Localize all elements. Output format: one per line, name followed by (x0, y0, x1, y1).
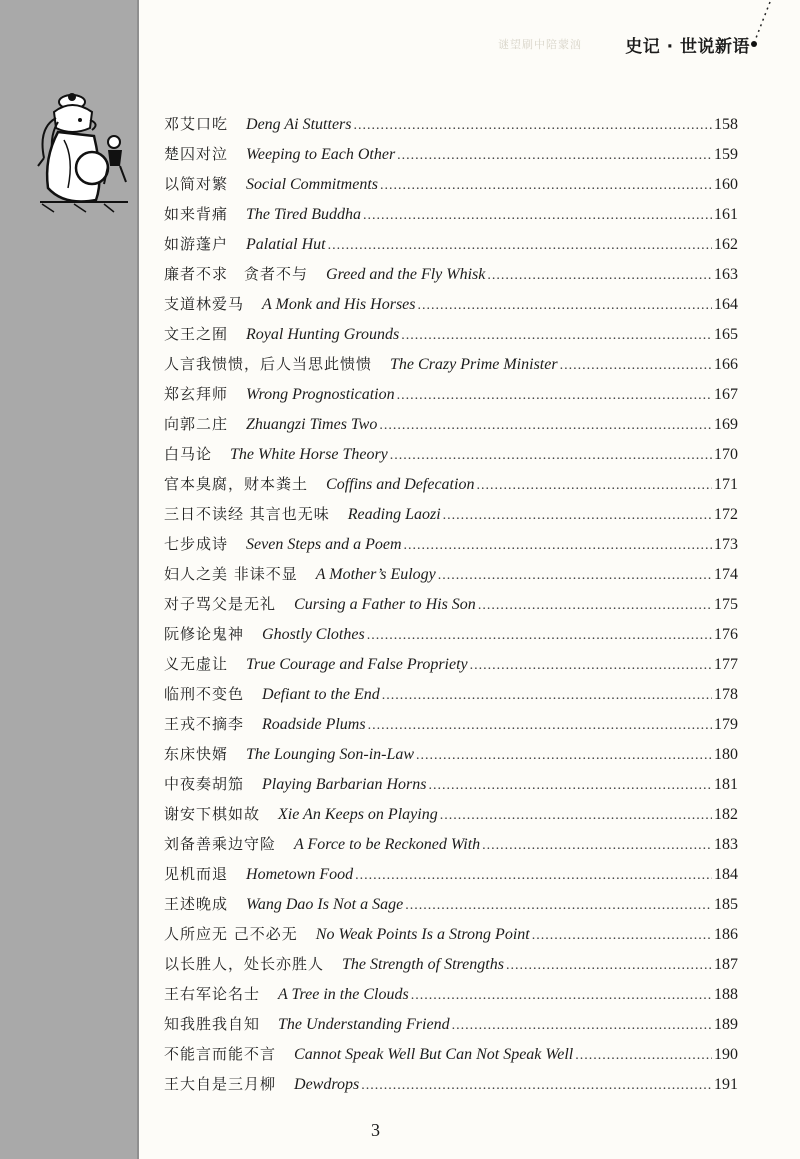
toc-entry-page-number: 187 (714, 956, 738, 973)
toc-dot-leader (532, 928, 712, 944)
toc-entry-english-title: Coffins and Defecation (326, 476, 475, 493)
toc-entry-chinese-title: 七步成诗 (164, 535, 229, 553)
toc-entry-english-title: Ghostly Clothes (262, 626, 365, 643)
toc-entry-chinese-title: 文王之囿 (164, 325, 229, 343)
toc-entry-page-number: 180 (714, 746, 738, 763)
toc-entry (164, 593, 738, 623)
toc-entry (164, 983, 738, 1013)
toc-entry-page-number: 173 (714, 536, 738, 553)
toc-entry-english-title: Dewdrops (294, 1076, 360, 1093)
toc-entry-english-title: Seven Steps and a Poem (246, 536, 402, 553)
toc-entry-chinese-title: 义无虚让 (164, 655, 229, 673)
toc-entry-chinese-title: 对子骂父是无礼 (164, 595, 277, 613)
toc-entry-page-number: 191 (714, 1076, 738, 1093)
toc-entry-page-number: 190 (714, 1046, 738, 1063)
toc-entry-chinese-title: 不能言而能不言 (164, 1045, 277, 1063)
toc-entry-chinese-title: 如来背痛 (164, 205, 229, 223)
toc-dot-leader (368, 718, 712, 734)
toc-entry (164, 143, 738, 173)
toc-entry-english-title: Weeping to Each Other (246, 146, 396, 163)
toc-entry-english-title: No Weak Points Is a Strong Point (315, 926, 530, 943)
toc-entry-english-title: A Mother’s Eulogy (315, 566, 436, 583)
toc-entry-page-number: 188 (714, 986, 738, 1003)
toc-entry-page-number: 182 (714, 806, 738, 823)
toc-entry (164, 533, 738, 563)
toc-entry-chinese-title: 东床快婿 (164, 745, 229, 763)
decorative-dotted-line (734, 0, 774, 60)
running-header-title: 史记 · 世说新语 (625, 37, 750, 57)
toc-entry-page-number: 162 (714, 236, 738, 253)
toc-dot-leader (328, 238, 712, 254)
bleed-through-text: 谜望刷中陪蒙汹 (498, 38, 582, 51)
toc-dot-leader (506, 958, 712, 974)
toc-entry (164, 1043, 738, 1073)
toc-dot-leader (355, 868, 712, 884)
toc-entry-page-number: 174 (714, 566, 738, 583)
toc-entry-page-number: 176 (714, 626, 738, 643)
toc-entry (164, 953, 738, 983)
toc-dot-leader (367, 628, 712, 644)
toc-entry (164, 803, 738, 833)
toc-entry (164, 863, 738, 893)
toc-entry-page-number: 175 (714, 596, 738, 613)
toc-entry (164, 293, 738, 323)
toc-entry-english-title: The Tired Buddha (246, 206, 361, 223)
toc-dot-leader (418, 298, 713, 314)
toc-entry-page-number: 159 (714, 146, 738, 163)
toc-entry-page-number: 161 (714, 206, 738, 223)
toc-entry-page-number: 177 (714, 656, 738, 673)
toc-entry (164, 443, 738, 473)
toc-entry-page-number: 163 (714, 266, 738, 283)
toc-entry-english-title: The Lounging Son-in-Law (246, 746, 415, 763)
toc-dot-leader (428, 778, 712, 794)
toc-entry (164, 743, 738, 773)
toc-entry-english-title: The Crazy Prime Minister (390, 356, 558, 373)
toc-dot-leader (354, 118, 713, 134)
toc-entry-english-title: Cursing a Father to His Son (294, 596, 476, 613)
toc-entry-english-title: Deng Ai Stutters (246, 116, 352, 133)
toc-dot-leader (438, 568, 712, 584)
toc-entry-chinese-title: 官本臭腐，财本粪土 (164, 475, 309, 493)
toc-dot-leader (405, 898, 712, 914)
toc-entry-chinese-title: 向郭二庄 (164, 415, 229, 433)
toc-dot-leader (416, 748, 712, 764)
toc-dot-leader (363, 208, 712, 224)
toc-entry-chinese-title: 郑玄拜师 (164, 385, 229, 403)
toc-entry (164, 1013, 738, 1043)
toc-entry-english-title: A Monk and His Horses (262, 296, 416, 313)
toc-entry-english-title: Reading Laozi (347, 506, 441, 523)
toc-entry-chinese-title: 临刑不变色 (164, 685, 245, 703)
toc-entry-page-number: 183 (714, 836, 738, 853)
toc-entry-page-number: 186 (714, 926, 738, 943)
toc-entry-english-title: The Understanding Friend (278, 1016, 450, 1033)
toc-dot-leader (401, 328, 712, 344)
scholar-cartoon-illustration (34, 88, 144, 216)
toc-entry-page-number: 184 (714, 866, 738, 883)
toc-dot-leader (443, 508, 712, 524)
toc-entry (164, 233, 738, 263)
toc-dot-leader (361, 1078, 712, 1094)
toc-entry-chinese-title: 中夜奏胡笳 (164, 775, 245, 793)
toc-entry-page-number: 158 (714, 116, 738, 133)
toc-entry-chinese-title: 见机而退 (164, 865, 229, 883)
toc-entry (164, 503, 738, 533)
toc-entry (164, 203, 738, 233)
toc-dot-leader (379, 418, 712, 434)
toc-entry-english-title: Royal Hunting Grounds (246, 326, 400, 343)
toc-entry-chinese-title: 王右军论名士 (164, 985, 261, 1003)
toc-entry-page-number: 178 (714, 686, 738, 703)
toc-entry-chinese-title: 人言我愦愦，后人当思此愦愦 (164, 355, 373, 373)
toc-entry-chinese-title: 谢安下棋如故 (164, 805, 261, 823)
toc-entry-chinese-title: 王述晚成 (164, 895, 229, 913)
toc-entry (164, 413, 738, 443)
toc-dot-leader (397, 148, 712, 164)
toc-dot-leader (560, 358, 712, 374)
toc-dot-leader (390, 448, 712, 464)
table-of-contents (164, 113, 738, 1103)
toc-entry (164, 353, 738, 383)
toc-entry (164, 713, 738, 743)
page-number: 3 (371, 1120, 380, 1140)
toc-entry-chinese-title: 如游蓬户 (164, 235, 229, 253)
toc-entry-english-title: Greed and the Fly Whisk (326, 266, 486, 283)
toc-entry-english-title: Playing Barbarian Horns (262, 776, 427, 793)
toc-dot-leader (476, 478, 712, 494)
toc-entry-english-title: A Force to be Reckoned With (294, 836, 481, 853)
toc-entry-page-number: 164 (714, 296, 738, 313)
toc-entry-english-title: Wrong Prognostication (246, 386, 395, 403)
toc-dot-leader (397, 388, 712, 404)
toc-entry-chinese-title: 以简对繁 (164, 175, 229, 193)
toc-entry-chinese-title: 邓艾口吃 (164, 115, 229, 133)
toc-entry-english-title: True Courage and False Propriety (246, 656, 468, 673)
toc-entry-page-number: 169 (714, 416, 738, 433)
toc-entry-english-title: Zhuangzi Times Two (246, 416, 378, 433)
toc-entry-english-title: Hometown Food (246, 866, 354, 883)
toc-dot-leader (440, 808, 712, 824)
toc-entry-chinese-title: 人所应无 己不必无 (164, 925, 298, 943)
toc-dot-leader (478, 598, 712, 614)
toc-entry-chinese-title: 王大自是三月柳 (164, 1075, 277, 1093)
toc-entry-chinese-title: 廉者不求 贪者不与 (164, 265, 309, 283)
toc-entry (164, 623, 738, 653)
toc-entry-page-number: 160 (714, 176, 738, 193)
toc-entry-chinese-title: 三日不读经 其言也无味 (164, 505, 330, 523)
toc-dot-leader (452, 1018, 712, 1034)
toc-dot-leader (487, 268, 712, 284)
toc-entry-page-number: 185 (714, 896, 738, 913)
toc-entry (164, 1073, 738, 1103)
toc-entry-page-number: 181 (714, 776, 738, 793)
toc-entry (164, 173, 738, 203)
toc-entry-chinese-title: 阮修论鬼神 (164, 625, 245, 643)
toc-entry (164, 383, 738, 413)
toc-entry (164, 893, 738, 923)
toc-entry-chinese-title: 刘备善乘边守险 (164, 835, 277, 853)
toc-entry-english-title: Wang Dao Is Not a Sage (246, 896, 404, 913)
toc-entry-page-number: 170 (714, 446, 738, 463)
toc-entry-page-number: 167 (714, 386, 738, 403)
toc-entry-page-number: 171 (714, 476, 738, 493)
toc-entry-english-title: Cannot Speak Well But Can Not Speak Well (294, 1046, 574, 1063)
toc-entry-english-title: A Tree in the Clouds (278, 986, 409, 1003)
toc-entry-english-title: The Strength of Strengths (342, 956, 504, 973)
toc-entry-chinese-title: 知我胜我自知 (164, 1015, 261, 1033)
toc-entry-chinese-title: 以长胜人，处长亦胜人 (164, 955, 325, 973)
toc-entry-english-title: Palatial Hut (246, 236, 326, 253)
toc-entry-chinese-title: 妇人之美 非诔不显 (164, 565, 298, 583)
toc-entry (164, 323, 738, 353)
toc-dot-leader (482, 838, 712, 854)
toc-dot-leader (380, 178, 712, 194)
toc-entry-english-title: Social Commitments (246, 176, 379, 193)
toc-entry (164, 113, 738, 143)
toc-entry (164, 263, 738, 293)
toc-entry-page-number: 179 (714, 716, 738, 733)
toc-entry (164, 683, 738, 713)
toc-dot-leader (470, 658, 712, 674)
toc-entry (164, 563, 738, 593)
toc-dot-leader (404, 538, 712, 554)
toc-entry (164, 923, 738, 953)
toc-entry-chinese-title: 支道林爱马 (164, 295, 245, 313)
toc-entry-english-title: Defiant to the End (262, 686, 380, 703)
toc-dot-leader (382, 688, 712, 704)
toc-entry-page-number: 189 (714, 1016, 738, 1033)
toc-entry-english-title: Xie An Keeps on Playing (278, 806, 438, 823)
toc-entry-chinese-title: 楚囚对泣 (164, 145, 229, 163)
toc-entry-chinese-title: 白马论 (164, 445, 213, 463)
toc-entry-english-title: The White Horse Theory (230, 446, 388, 463)
toc-entry (164, 473, 738, 503)
toc-entry (164, 653, 738, 683)
toc-entry (164, 833, 738, 863)
toc-entry-english-title: Roadside Plums (262, 716, 366, 733)
toc-entry-page-number: 165 (714, 326, 738, 343)
toc-dot-leader (411, 988, 712, 1004)
toc-entry-page-number: 172 (714, 506, 738, 523)
toc-entry-page-number: 166 (714, 356, 738, 373)
toc-entry (164, 773, 738, 803)
toc-dot-leader (575, 1048, 712, 1064)
toc-entry-chinese-title: 王戎不摘李 (164, 715, 245, 733)
